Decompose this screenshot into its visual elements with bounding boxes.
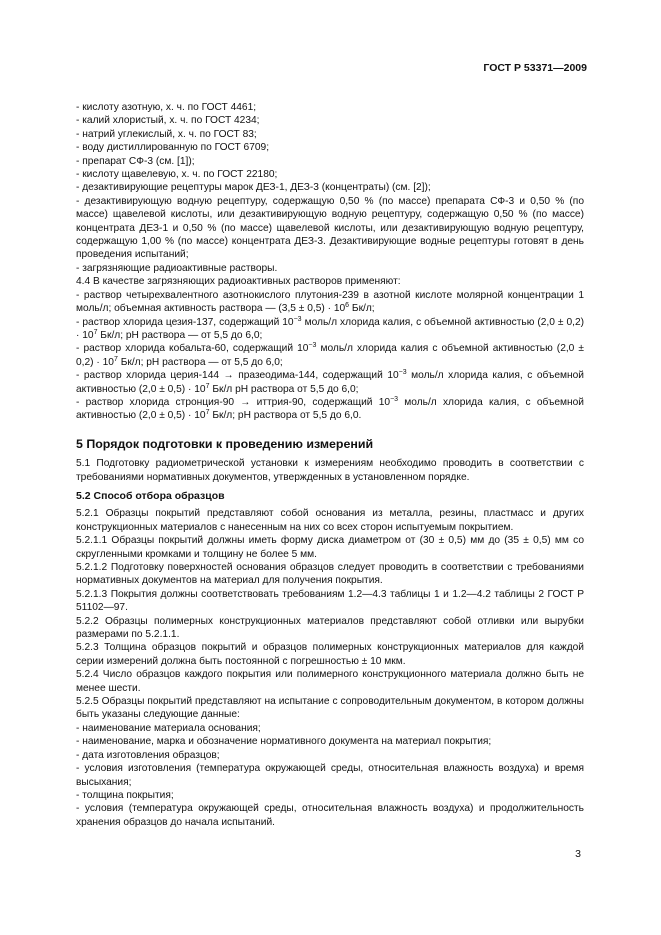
text-run: моль/л хлорида калия с объемной активностью (2,0 ± 0,2) · 10 (76, 343, 584, 368)
text-run: Бк/л; (349, 303, 375, 315)
solution-item (76, 316, 584, 343)
paragraph: 5.2.1.1 Образцы покрытий должны иметь форму диска диаметром от (30 ± 0,5) мм до (35 ± 0,5) мм со скругленными кромками и толщину не более 5 мм. (76, 535, 584, 560)
list-item: - дезактивирующие рецептуры марок ДЕЗ-1, ДЕЗ-3 (концентраты) (см. [2]); (76, 182, 431, 194)
text-run: - раствор хлорида цезия-137, содержащий 10 (76, 316, 294, 328)
text-run: моль/л хлорида калия, с объемной активностью (2,0 ± 0,2) · 10 (76, 316, 585, 341)
list-item: - кислоту щавелевую, х. ч. по ГОСТ 22180; (76, 169, 278, 181)
section-5-title: 5 Порядок подготовки к проведению измерений (76, 436, 374, 451)
list-item: - условия (температура окружающей среды, относительная влажность воздуха) и продолжительность хранения образцов до начала испытаний. (76, 803, 584, 828)
paragraph: 5.2.2 Образцы полимерных конструкционных материалов представляют собой отливки или вырубки размерами по 5.2.1.1. (76, 615, 584, 641)
para-4-4-intro: 4.4 В качестве загрязняющих радиоактивных растворов применяют: (76, 276, 401, 288)
section-5-2-paragraphs (76, 507, 584, 722)
text-run: Бк/л pH раствора от 5,5 до 6,0; (209, 383, 359, 395)
section-5-2-5-list (76, 722, 584, 829)
solution-item (76, 369, 584, 396)
exponent: 7 (93, 328, 98, 336)
list-item: - дата изготовления образцов; (76, 749, 220, 761)
reagents-list (76, 101, 584, 275)
para-5-1: 5.1 Подготовку радиометрической установки к измерениям необходимо проводить в соответствии с требованиями нормативных документов, утвержденных в установленном порядке. (76, 458, 584, 483)
exponent: 7 (205, 409, 210, 417)
text-run: Бк/л; pH раствора — от 5,5 до 6,0; (97, 329, 263, 341)
solution-item (76, 396, 584, 423)
text-run: - раствор четырехвалентного азотнокислого плутония-239 в азотной кислоте молярной концентрации 1 моль/л; объемная активность раствора — (3,5 ± 0,5) · 10 (76, 289, 584, 315)
subsection-5-2-title: 5.2 Способ отбора образцов (76, 489, 225, 502)
text-run: - раствор хлорида кобальта-60, содержащий 10 (76, 343, 309, 355)
solution-item (76, 289, 584, 316)
exponent: 6 (345, 302, 350, 310)
exponent: −3 (293, 315, 302, 323)
text-run: моль/л хлорида калия, с объемной активностью (2,0 ± 0,5) · 10 (76, 370, 584, 395)
solutions-list (76, 289, 584, 423)
page-number: 3 (575, 848, 581, 860)
paragraph: 5.2.1.2 Подготовку поверхностей основания образцов следует проводить в соответствии с требованиями нормативных документов на материал для получения покрытия. (76, 562, 584, 587)
paragraph: 5.2.5 Образцы покрытий представляют на испытание с сопроводительным документом, в котором должны быть указаны следующие данные: (76, 696, 584, 721)
list-item: - условия изготовления (температура окружающей среды, относительная влажность воздуха) и время высыхания; (76, 763, 584, 788)
exponent: −3 (398, 369, 407, 377)
paragraph: 5.2.4 Число образцов каждого покрытия или полимерного конструкционного материала должно быть не менее шести. (76, 669, 584, 694)
text-run: - раствор хлорида церия-144 → празеодима-144, содержащий 10 (76, 370, 399, 382)
paragraph: 5.2.1 Образцы покрытий представляют собой основания из металла, резины, пластмасс и других конструкционных материалов с нанесенным на них со всех сторон испытуемым покрытием. (76, 508, 584, 533)
page-body (76, 101, 584, 829)
text-run: Бк/л; pH раствора — от 5,5 до 6,0; (117, 356, 283, 368)
text-run: Бк/л; pH раствора от 5,5 до 6,0. (209, 410, 362, 422)
list-item: - кислоту азотную, х. ч. по ГОСТ 4461; (76, 102, 257, 113)
exponent: 7 (205, 382, 210, 390)
list-item: - наименование, марка и обозначение нормативного документа на материал покрытия; (76, 736, 492, 748)
list-item: - загрязняющие радиоактивные растворы. (76, 262, 278, 274)
exponent: −3 (308, 342, 317, 350)
paragraph: 5.2.1.3 Покрытия должны соответствовать требованиям 1.2—4.3 таблицы 1 и 1.2—4.2 таблицы 2 ГОСТ Р 51102—97. (76, 588, 584, 614)
exponent: 7 (113, 355, 118, 363)
paragraph: 5.2.3 Толщина образцов покрытий и образцов полимерных конструкционных материалов для каждой серии измерений должна быть постоянной с погрешностью ± 10 мкм. (76, 642, 584, 667)
solution-item (76, 342, 584, 369)
text-run: моль/л хлорида калия, с объемной активностью (2,0 ± 0,5) · 10 (76, 396, 585, 422)
text-run: - раствор хлорида стронция-90 → иттрия-90, содержащий 10 (76, 396, 391, 408)
list-item: - калий хлористый, х. ч. по ГОСТ 4234; (76, 115, 260, 127)
list-item: - препарат СФ-3 (см. [1]); (76, 155, 195, 167)
list-item: - наименование материала основания; (76, 722, 261, 734)
list-item: - натрий углекислый, х. ч. по ГОСТ 83; (76, 128, 257, 140)
standard-header: ГОСТ Р 53371—2009 (483, 62, 587, 74)
exponent: −3 (390, 395, 399, 403)
list-item: - воду дистиллированную по ГОСТ 6709; (76, 142, 270, 154)
list-item: - дезактивирующую водную рецептуру, содержащую 0,50 % (по массе) препарата СФ-3 и 0,50 % (по массе) щавелевой кислоты, или дезактивирующую водную рецептуру, содержащую 0,50 % (по массе) концентрата ДЕЗ-1 и 0,50 % (по массе) щавелевой кислоты, или дезактивирующую водную рецептуру, содержащую 1,00 % (по массе) концентрата ДЕЗ-3. Дезактивирующие водные рецептуры готовят в день проведения испытаний; (76, 195, 584, 261)
list-item: - толщина покрытия; (76, 789, 174, 801)
